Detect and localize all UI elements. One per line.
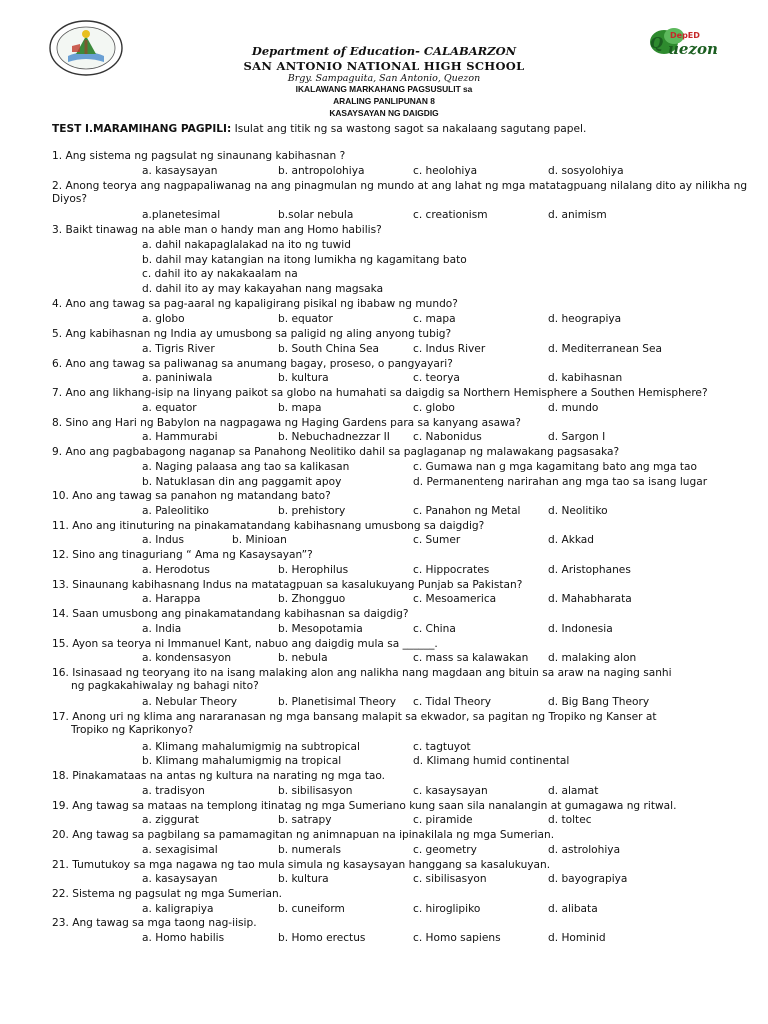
- q19-option-b: b. satrapy: [278, 814, 332, 826]
- question-18: 18. Pinakamataas na antas ng kultura na narating ng mga tao.: [52, 770, 386, 782]
- q20-option-a: a. sexagisimal: [142, 844, 218, 856]
- q12-option-d: d. Aristophanes: [548, 564, 631, 576]
- q9-option-c: c. Gumawa nan g mga kagamitang bato ang mga tao: [413, 461, 698, 473]
- question-22: 22. Sistema ng pagsulat ng mga Sumerian.: [52, 888, 283, 900]
- q16-option-c: c. Tidal Theory: [413, 696, 491, 708]
- q22-option-a: a. kaligrapiya: [142, 903, 214, 915]
- q18-option-d: d. alamat: [548, 785, 599, 797]
- q13-option-d: d. Mahabharata: [548, 593, 632, 605]
- question-17: [52, 711, 752, 737]
- q12-option-c: c. Hippocrates: [413, 564, 490, 576]
- q21-option-b: b. kultura: [278, 873, 329, 885]
- svg-text:uezon: uezon: [668, 40, 718, 58]
- topic-title: KASAYSAYAN NG DAIGDIG: [329, 108, 439, 118]
- q14-option-a: a. India: [142, 623, 182, 635]
- subject-title: ARALING PANLIPUNAN 8: [333, 96, 435, 106]
- question-1: 1. Ang sistema ng pagsulat ng sinaunang kabihasnan ?: [52, 150, 346, 162]
- q3-option-a: a. dahil nakapaglalakad na ito ng tuwid: [142, 239, 351, 251]
- exam-title: IKALAWANG MARKAHANG PAGSUSULIT sa: [295, 84, 473, 94]
- q19-option-d: d. toltec: [548, 814, 592, 826]
- q3-option-c: c. dahil ito ay nakakaalam na: [142, 268, 298, 280]
- q23-option-d: d. Hominid: [548, 932, 606, 944]
- question-17-line2: Tropiko ng Kaprikonyo?: [71, 724, 194, 736]
- q11-option-a: a. Indus: [142, 534, 185, 546]
- question-21: 21. Tumutukoy sa mga nagawa ng tao mula simula ng kasaysayan hanggang sa kasalukuyan.: [52, 859, 551, 871]
- q1-option-d: d. sosyolohiya: [548, 165, 624, 177]
- q20-option-d: d. astrolohiya: [548, 844, 621, 856]
- q1-option-c: c. heolohiya: [413, 165, 478, 177]
- q13-option-a: a. Harappa: [142, 593, 201, 605]
- q23-option-c: c. Homo sapiens: [413, 932, 501, 944]
- q10-option-d: d. Neolitiko: [548, 505, 608, 517]
- department-name: Department of Education- CALABARZON: [251, 44, 517, 58]
- q4-option-d: d. heograpiya: [548, 313, 622, 325]
- q18-option-c: c. kasaysayan: [413, 785, 488, 797]
- q6-option-c: c. teorya: [413, 372, 460, 384]
- q18-option-a: a. tradisyon: [142, 785, 205, 797]
- q7-option-a: a. equator: [142, 402, 197, 414]
- q10-option-a: a. Paleolitiko: [142, 505, 209, 517]
- q13-option-b: b. Zhongguo: [278, 593, 346, 605]
- q17-option-d: d. Klimang humid continental: [413, 755, 570, 767]
- question-19: 19. Ang tawag sa mataas na templong itinatag ng mga Sumeriano kung saan sila nanalangin at gumagawa ng ritwal.: [52, 800, 677, 812]
- question-3: 3. Baikt tinawag na able man o handy man ang Homo habilis?: [52, 224, 382, 236]
- q8-option-d: d. Sargon I: [548, 431, 606, 443]
- q11-option-b: b. Minioan: [232, 534, 287, 546]
- question-10: 10. Ano ang tawag sa panahon ng matandang bato?: [52, 490, 331, 502]
- q10-option-c: c. Panahon ng Metal: [413, 505, 521, 517]
- question-17-line1: 17. Anong uri ng klima ang nararanasan ng mga bansang malapit sa ekwador, sa pagitan ng Tropiko ng Kanser at: [52, 711, 657, 723]
- q21-option-c: c. sibilisasyon: [413, 873, 487, 885]
- q17-option-b: b. Klimang mahalumigmig na tropical: [142, 755, 342, 767]
- q15-option-c: c. mass sa kalawakan: [413, 652, 529, 664]
- q23-option-a: a. Homo habilis: [142, 932, 225, 944]
- q8-option-b: b. Nebuchadnezzar II: [278, 431, 390, 443]
- school-name: SAN ANTONIO NATIONAL HIGH SCHOOL: [243, 59, 525, 73]
- q17-option-a: a. Klimang mahalumigmig na subtropical: [142, 741, 360, 753]
- q15-option-b: b. nebula: [278, 652, 328, 664]
- question-7: 7. Ano ang likhang-isip na linyang paikot sa globo na humahati sa daigdig sa Northern Hemisphere a Southen Hemisphere?: [52, 387, 708, 399]
- q7-option-c: c. globo: [413, 402, 455, 414]
- q20-option-c: c. geometry: [413, 844, 477, 856]
- question-2: 2. Anong teorya ang nagpapaliwanag na ang pinagmulan ng mundo at ang lahat ng mga matatagpuang nilalang dito ay nilikha ng Diyos?: [52, 180, 748, 205]
- q10-option-b: b. prehistory: [278, 505, 346, 517]
- question-13: 13. Sinaunang kabihasnang Indus na matatagpuan sa kasalukuyang Punjab sa Pakistan?: [52, 579, 523, 591]
- q7-option-d: d. mundo: [548, 402, 599, 414]
- q21-option-a: a. kasaysayan: [142, 873, 218, 885]
- question-14: 14. Saan umusbong ang pinakamatandang kabihasnan sa daigdig?: [52, 608, 409, 620]
- q3-option-d: d. dahil ito ay may kakayahan nang magsaka: [142, 283, 384, 295]
- question-15: 15. Ayon sa teorya ni Immanuel Kant, nabuo ang daigdig mula sa ______.: [52, 638, 438, 650]
- q9-option-b: b. Natuklasan din ang paggamit apoy: [142, 476, 342, 488]
- q20-option-b: b. numerals: [278, 844, 342, 856]
- q3-option-b: b. dahil may katangian na itong lumikha ng kagamitang bato: [142, 254, 467, 266]
- q19-option-a: a. ziggurat: [142, 814, 199, 826]
- q16-option-d: d. Big Bang Theory: [548, 696, 650, 708]
- question-16: [52, 667, 752, 693]
- q9-option-d: d. Permanenteng narirahan ang mga tao sa isang lugar: [413, 476, 708, 488]
- q5-option-b: b. South China Sea: [278, 343, 379, 355]
- q8-option-c: c. Nabonidus: [413, 431, 482, 443]
- q21-option-d: d. bayograpiya: [548, 873, 628, 885]
- q22-option-c: c. hiroglipiko: [413, 903, 481, 915]
- q7-option-b: b. mapa: [278, 402, 322, 414]
- q14-option-c: c. China: [413, 623, 456, 635]
- q9-option-a: a. Naging palaasa ang tao sa kalikasan: [142, 461, 350, 473]
- q11-option-c: c. Sumer: [413, 534, 461, 546]
- question-16-line1: 16. Isinasaad ng teoryang ito na isang malaking alon ang nalikha nang magdaan ang bituin sa araw na naging sanhi: [52, 667, 672, 679]
- q1-option-a: a. kasaysayan: [142, 165, 218, 177]
- q2-option-c: c. creationism: [413, 209, 488, 221]
- question-11: 11. Ano ang itinuturing na pinakamatandang kabihasnang umusbong sa daigdig?: [52, 520, 485, 532]
- q15-option-a: a. kondensasyon: [142, 652, 232, 664]
- q16-option-b: b. Planetisimal Theory: [278, 696, 397, 708]
- q4-option-b: b. equator: [278, 313, 333, 325]
- question-12: 12. Sino ang tinaguriang “ Ama ng Kasaysayan”?: [52, 549, 313, 561]
- q5-option-d: d. Mediterranean Sea: [548, 343, 663, 355]
- q4-option-c: c. mapa: [413, 313, 456, 325]
- test-instructions: [52, 123, 752, 136]
- svg-text:DepED: DepED: [670, 31, 700, 40]
- q22-option-d: d. alibata: [548, 903, 598, 915]
- question-8: 8. Sino ang Hari ng Babylon na nagpagawa ng Haging Gardens para sa kanyang asawa?: [52, 417, 521, 429]
- test-instruction-text: Isulat ang titik ng sa wastong sagot sa nakalaang sagutang papel.: [234, 123, 587, 135]
- q6-option-a: a. paniniwala: [142, 372, 213, 384]
- q23-option-b: b. Homo erectus: [278, 932, 366, 944]
- q2-option-a: a.planetesimal: [142, 209, 221, 221]
- q11-option-d: d. Akkad: [548, 534, 595, 546]
- q6-option-b: b. kultura: [278, 372, 329, 384]
- q13-option-c: c. Mesoamerica: [413, 593, 497, 605]
- q19-option-c: c. piramide: [413, 814, 473, 826]
- school-address: Brgy. Sampaguita, San Antonio, Quezon: [287, 73, 481, 84]
- q16-option-a: a. Nebular Theory: [142, 696, 238, 708]
- question-5: 5. Ang kabihasnan ng India ay umusbong sa paligid ng aling anyong tubig?: [52, 328, 452, 340]
- deped-quezon-logo: [644, 24, 740, 64]
- q12-option-a: a. Herodotus: [142, 564, 210, 576]
- q5-option-a: a. Tigris River: [142, 343, 215, 355]
- q15-option-d: d. malaking alon: [548, 652, 637, 664]
- q8-option-a: a. Hammurabi: [142, 431, 218, 443]
- q14-option-d: d. Indonesia: [548, 623, 613, 635]
- q5-option-c: c. Indus River: [413, 343, 486, 355]
- question-9: 9. Ano ang pagbabagong naganap sa Panahong Neolitiko dahil sa paglaganap ng malawakang pagsasaka?: [52, 446, 620, 458]
- q12-option-b: b. Herophilus: [278, 564, 349, 576]
- q4-option-a: a. globo: [142, 313, 185, 325]
- q14-option-b: b. Mesopotamia: [278, 623, 363, 635]
- question-23: 23. Ang tawag sa mga taong nag-iisip.: [52, 917, 257, 929]
- q18-option-b: b. sibilisasyon: [278, 785, 353, 797]
- question-6: 6. Ano ang tawag sa paliwanag sa anumang bagay, proseso, o pangyayari?: [52, 358, 453, 370]
- q2-option-b: b.solar nebula: [278, 209, 354, 221]
- q17-option-c: c. tagtuyot: [413, 741, 471, 753]
- question-4: 4. Ano ang tawag sa pag-aaral ng kapaligirang pisikal ng ibabaw ng mundo?: [52, 298, 458, 310]
- q1-option-b: b. antropolohiya: [278, 165, 365, 177]
- test-label: TEST I.MARAMIHANG PAGPILI:: [52, 123, 232, 135]
- q2-option-d: d. animism: [548, 209, 607, 221]
- question-20: 20. Ang tawag sa pagbilang sa pamamagitan ng animnapuan na ipinakilala ng mga Sumerian.: [52, 829, 555, 841]
- svg-text:Q: Q: [650, 34, 664, 52]
- q6-option-d: d. kabihasnan: [548, 372, 623, 384]
- question-16-line2: ng pagkakahiwalay ng bahagi nito?: [71, 680, 259, 692]
- q22-option-b: b. cuneiform: [278, 903, 345, 915]
